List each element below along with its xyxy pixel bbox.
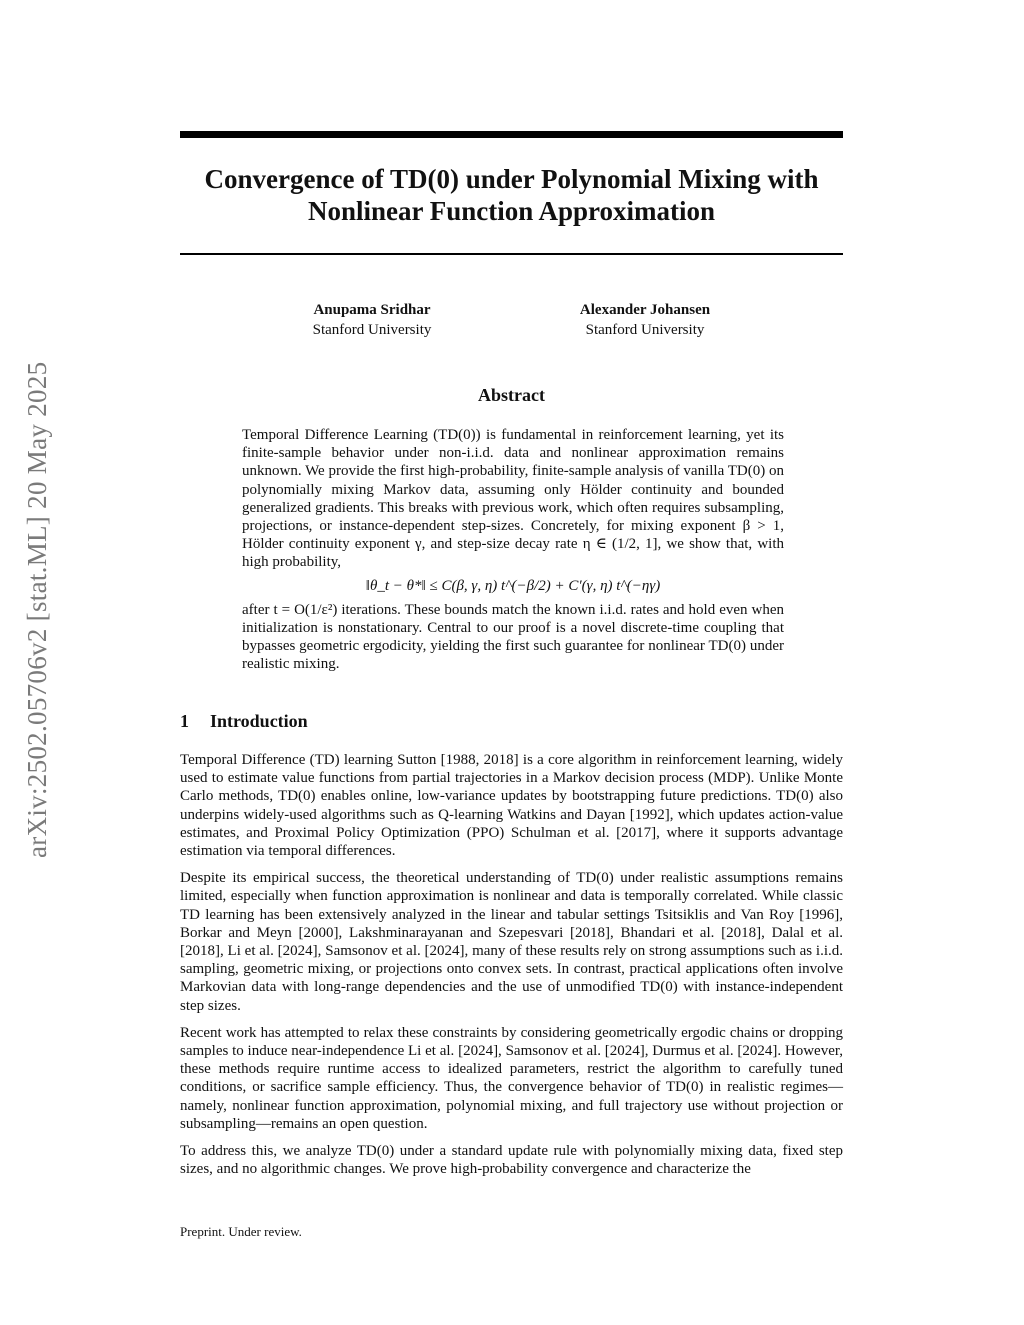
section-number: 1 — [180, 711, 189, 731]
arxiv-identifier: arXiv:2502.05706v2 [stat.ML] 20 May 2025 — [22, 361, 52, 859]
paper-title: Convergence of TD(0) under Polynomial Mixing with Nonlinear Function Approximation — [204, 164, 819, 226]
section-heading — [180, 711, 308, 732]
intro-paragraph: Temporal Difference (TD) learning Sutton [1988, 2018] is a core algorithm in reinforcement learning, widely used to estimate value functions from partial trajectories in a Markov decision process (MDP). Unlike Monte Carlo methods, TD(0) enables online, low-variance updates by bootstrapping future predictions. TD(0) also underpins widely-used algorithms such as Q-learning Watkins and Dayan [1992], which updates action-value estimates, and Proximal Policy Optimization (PPO) Schulman et al. [2017], where it supports advantage estimation via temporal differences. — [180, 752, 843, 860]
intro-paragraph: To address this, we analyze TD(0) under a standard update rule with polynomially mixing data, fixed step sizes, and no algorithmic changes. We prove high-probability convergence and characterize the — [180, 1143, 843, 1178]
abstract-paragraph: Temporal Difference Learning (TD(0)) is fundamental in reinforcement learning, yet its finite-sample behavior under non-i.i.d. data and nonlinear approximation remains unknown. We provide the first high-probability, finite-sample analysis of vanilla TD(0) on polynomially mixing Markov data, assuming only Hölder continuity and bounded generalized gradients. This breaks with previous work, which often requires subsampling, projections, or instance-dependent step-sizes. Concretely, for mixing exponent β > 1, Hölder continuity exponent γ, and step-size decay rate η ∈ (1/2, 1], we show that, with high probability, — [242, 427, 784, 571]
author-affiliation: Stanford University — [312, 322, 432, 338]
abstract-equation: ‖θ_t − θ*‖ ≤ C(β, γ, η) t^(−β/2) + C′(γ, η) t^(−ηγ) — [365, 577, 661, 594]
section-title: Introduction — [210, 711, 308, 731]
footer-note: Preprint. Under review. — [180, 1224, 302, 1239]
title-rule-bottom — [180, 253, 843, 255]
author-affiliation: Stanford University — [585, 322, 705, 338]
intro-paragraph: Despite its empirical success, the theoretical understanding of TD(0) under realistic assumptions remains limited, especially when function approximation is nonlinear and data is temporally correlated. While classic TD learning has been extensively analyzed in the linear and tabular settings Tsitsiklis and Van Roy [1996], Borkar and Meyn [2000], Lakshminarayanan and Szepesvari [2018], Bhandari et al. [2018], Dalal et al. [2018], Li et al. [2024], Samsonov et al. [2024], many of these results rely on strong assumptions such as i.i.d. sampling, geometric mixing, or projections onto convex sets. In contrast, practical applications often involve Markovian data with long-range dependencies and the use of unmodified TD(0) with instance-independent step sizes. — [180, 870, 843, 1014]
abstract-body — [242, 426, 784, 674]
author-name: Anupama Sridhar — [313, 302, 431, 318]
author-name: Alexander Johansen — [579, 302, 711, 318]
abstract-heading: Abstract — [478, 385, 545, 405]
intro-paragraph: Recent work has attempted to relax these constraints by considering geometrically ergodic chains or dropping samples to induce near-independence Li et al. [2024], Samsonov et al. [2024], Durmus et al. [2024]. However, these methods require runtime access to idealized parameters, restrict the algorithm to carefully tuned conditions, or sacrifice sample efficiency. Thus, the convergence behavior of TD(0) in realistic regimes—namely, nonlinear function approximation, polynomial mixing, and full trajectory use without projection or subsampling—remains an open question. — [180, 1024, 843, 1132]
title-rule-top — [180, 131, 843, 138]
author-block-2 — [525, 300, 765, 340]
introduction-body — [180, 751, 843, 1187]
author-block-1 — [252, 300, 492, 340]
abstract-paragraph: after t = O(1/ε²) iterations. These bounds match the known i.i.d. rates and hold even when initialization is nonstationary. Central to our proof is a novel discrete-time coupling that bypasses geometric ergodicity, yielding the first such guarantee for nonlinear TD(0) under realistic mixing. — [242, 601, 784, 673]
